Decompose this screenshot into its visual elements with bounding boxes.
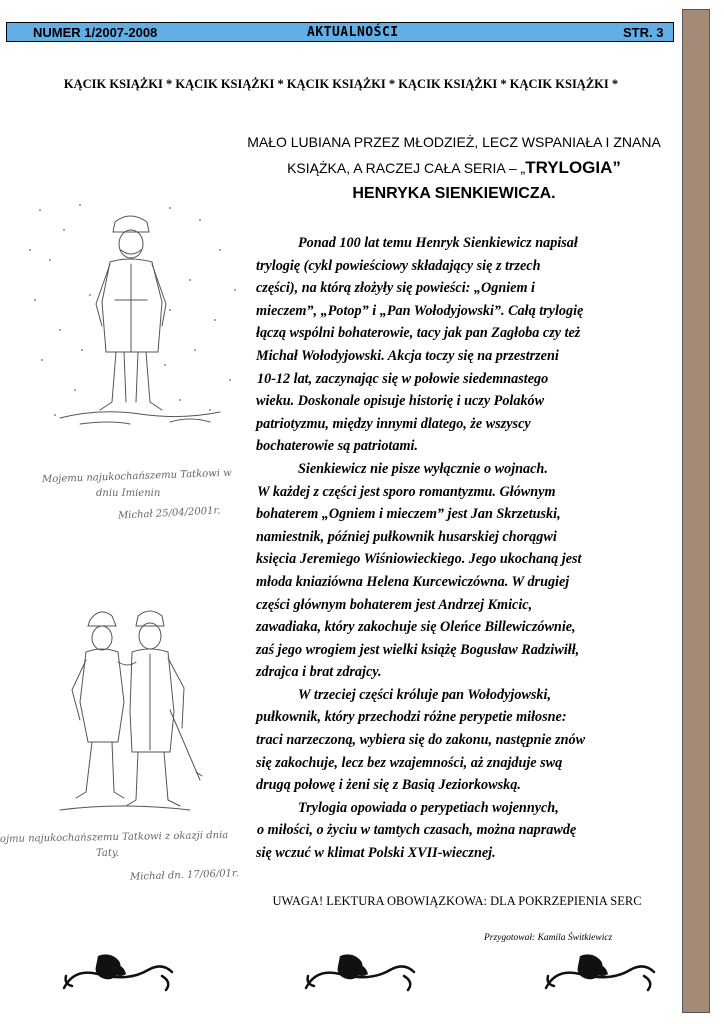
notice: UWAGA! LEKTURA OBOWIĄZKOWA: DLA POKRZEPIENIA SERC [272,894,642,908]
body-line: o miłości, o życiu w tamtych czasach, można naprawdę [257,822,577,839]
body-line: patriotyzmu, między innymi dlatego, że wszyscy [256,415,531,432]
body-line: zawadiaka, który zakochuje się Oleńce Billewiczównie, [256,619,576,636]
section-banner: KĄCIK KSIĄŻKI * KĄCIK KSIĄŻKI * KĄCIK KSIĄŻKI * KĄCIK KSIĄŻKI * KĄCIK KSIĄŻKI * [63,77,619,91]
body-line: pułkownik, który przechodzi różne perypetie miłosne: [256,709,567,726]
body-line: Michał Wołodyjowski. Akcja toczy się na przestrzeni [256,347,559,364]
author-credit: Przygotował: Kamila Świtkiewicz [484,933,613,943]
body-line: W trzeciej części króluje pan Wołodyjowski, [298,686,552,703]
sketch1-caption-line-3: Michał 25/04/2001r. [117,505,221,522]
body-line: młoda kniaziówna Helena Kurcewiczówna. W drugiej [256,573,570,590]
article-body [256,232,676,865]
body-line: Trylogia opowiada o perypetiach wojennych, [298,799,559,816]
body-line: łączą wspólni bohaterowie, tacy jak pan Zagłoba czy też [256,325,581,342]
header-bar [6,22,674,42]
section-title: AKTUALNOŚCI [307,25,399,40]
body-line: traci narzeczoną, wybiera się do zakonu, następnie znów [256,732,586,749]
body-line: księcia Jeremiego Wiśniowieckiego. Jego ukochaną jest [256,551,582,568]
article-title [244,129,664,207]
body-line: 10-12 lat, zaczynając się w połowie siedemnastego [257,370,549,387]
body-line: namiestnik, później pułkownik husarskiej chorągwi [256,528,557,545]
title-line-2 [244,155,664,181]
body-line: części), na którą złożyły się powieści: „Ogniem i [256,280,535,297]
body-line: mieczem”, „Potop” i „Pan Wołodyjowski”. Całą trylogię [256,302,584,319]
sketch2-caption-line-3: Michał dn. 17/06/01r. [129,868,240,883]
body-line: drugą połowę i żeni się z Basią Jeziorkowską. [256,777,521,794]
body-line: bochaterowie są patriotami. [256,438,418,455]
body-line: się wczuć w klimat Polski XVII-wiecznej. [256,845,496,862]
body-line: się zakochuje, lecz bez wzajemności, aż znajduje swą [256,754,563,771]
two-soldiers-sketch [20,600,240,830]
sketch2-caption-line-1: ojmu najukochańszemu Tatkowi z okazji dnia [0,830,229,845]
sketch1-caption-line-1: Mojemu najukochańszemu Tatkowi w [41,467,232,486]
body-line: wieku. Doskonale opisuje historię i uczy Polaków [256,393,545,410]
page-number: STR. 3 [623,25,664,40]
decorative-sidebar [682,9,710,1013]
title-line-2-suffix: ” [612,158,621,177]
body-line: zaś jego wrogiem jest wielki książę Bogusław Radziwiłł, [256,641,580,658]
standing-man-sketch [20,190,250,460]
title-line-1: MAŁO LUBIANA PRZEZ MŁODZIEŻ, LECZ WSPANIAŁA I ZNANA [247,134,661,150]
sketch2-caption-line-2: Taty. [96,848,120,859]
body-line: bohaterem „Ogniem i mieczem” jest Jan Skrzetuski, [256,506,561,523]
title-trylogia: TRYLOGIA [525,158,613,177]
grapevine-ornament-icon [58,950,178,998]
title-line-3: HENRYKA SIENKIEWICZA. [352,185,556,202]
body-line: części głównym bohaterem jest Andrzej Kmicic, [256,596,533,613]
body-line: Ponad 100 lat temu Henryk Sienkiewicz napisał [298,235,578,251]
grapevine-ornament-icon [540,950,660,998]
grapevine-ornament-icon [300,950,420,998]
issue-number: NUMER 1/2007-2008 [33,25,158,40]
sketch1-caption-line-2: dniu Imienin [96,488,161,499]
body-line: Sienkiewicz nie pisze wyłącznie o wojnach. [298,460,548,477]
body-line: zdrajca i brat zdrajcy. [256,664,382,681]
body-line: W każdej z części jest sporo romantyzmu. Głównym [257,483,556,500]
title-line-2-prefix: KSIĄŻKA, A RACZEJ CAŁA SERIA – „ [287,160,526,176]
body-line: trylogię (cykl powieściowy składający się z trzech [256,257,541,274]
